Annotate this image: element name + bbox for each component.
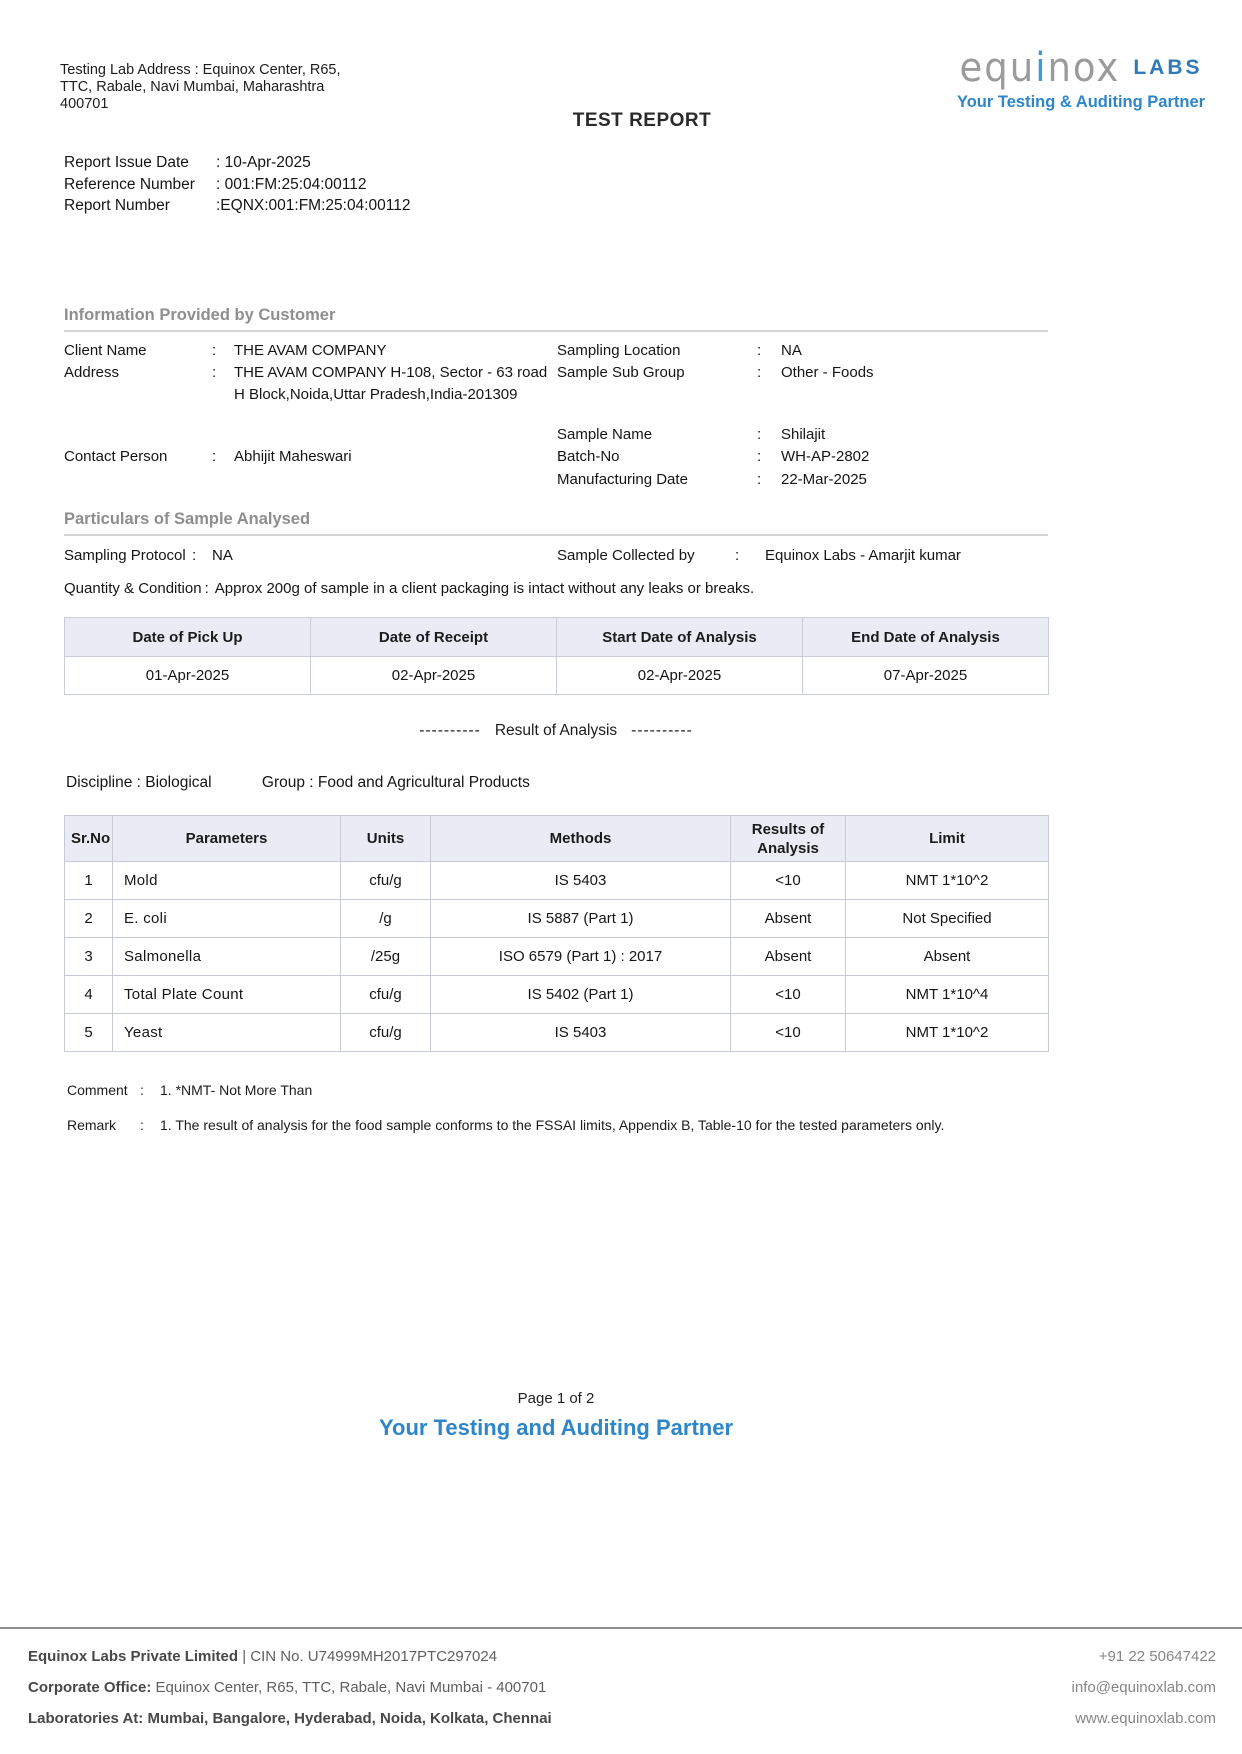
sampling-protocol-label: Sampling Protocol [64, 547, 186, 564]
corporate-office-value: Equinox Center, R65, TTC, Rabale, Navi Mumbai - 400701 [155, 1679, 547, 1696]
logo-blue-i: i [1035, 44, 1048, 91]
contact-person-row: Contact Person : Abhijit Maheswari [64, 446, 352, 468]
units-header: Units [341, 816, 431, 862]
result-cell: Absent [731, 938, 846, 976]
footer-divider [0, 1627, 1242, 1629]
sample-name-row: Sample Name : Shilajit [557, 424, 825, 446]
dates-header-row [65, 618, 1049, 657]
units-cell: cfu/g [341, 976, 431, 1014]
sample-collected-by-value: Equinox Labs - Amarjit kumar [765, 547, 961, 564]
sampling-protocol-row: Sampling Protocol : NA [64, 545, 233, 567]
company-line [28, 1648, 497, 1665]
report-number-row [64, 195, 410, 217]
discipline-text: Discipline : Biological [66, 774, 212, 791]
start-date-value: 02-Apr-2025 [557, 657, 803, 695]
result-cell: <10 [731, 1014, 846, 1052]
limit-cell: Absent [846, 938, 1049, 976]
limit-header: Limit [846, 816, 1049, 862]
logo-labs-text: LABS [1133, 55, 1203, 79]
srno-header: Sr.No [65, 816, 113, 862]
sample-sub-group-label: Sample Sub Group [557, 364, 685, 381]
units-cell: /25g [341, 938, 431, 976]
discipline-group-line [66, 774, 530, 792]
sampling-location-label: Sampling Location [557, 342, 681, 359]
reference-number-value: : 001:FM:25:04:00112 [216, 175, 367, 193]
batch-no-row: Batch-No : WH-AP-2802 [557, 446, 869, 468]
sample-sub-group-value: Other - Foods [781, 364, 874, 381]
report-number-value: :EQNX:001:FM:25:04:00112 [216, 197, 411, 214]
method-cell: IS 5402 (Part 1) [431, 976, 731, 1014]
report-meta-block [64, 152, 410, 217]
sample-collected-by-row: Sample Collected by : Equinox Labs - Amarjit kumar [557, 545, 961, 567]
company-cin: | CIN No. U74999MH2017PTC297024 [242, 1648, 498, 1665]
manufacturing-date-row: Manufacturing Date : 22-Mar-2025 [557, 469, 867, 491]
manufacturing-date-value: 22-Mar-2025 [781, 471, 867, 488]
customer-info-block [64, 338, 1048, 503]
parameter-cell: Salmonella [113, 938, 341, 976]
srno-cell: 2 [65, 900, 113, 938]
srno-cell: 5 [65, 1014, 113, 1052]
page-title: TEST REPORT [572, 110, 712, 131]
comment-label: Comment [67, 1082, 128, 1098]
remark-row: Remark : 1. The result of analysis for the food sample conforms to the FSSAI limits, Appendix B, Table-10 for the tested parameters only. [67, 1117, 945, 1133]
units-cell: cfu/g [341, 1014, 431, 1052]
result-of-analysis-heading [64, 722, 1048, 740]
contact-person-label: Contact Person [64, 448, 168, 465]
result-of-analysis-title: Result of Analysis [494, 722, 618, 739]
units-cell: /g [341, 900, 431, 938]
equinox-labs-logo [942, 46, 1220, 112]
parameter-cell: Mold [113, 862, 341, 900]
lab-address-line: 400701 [60, 96, 109, 112]
dates-value-row [65, 657, 1049, 695]
sample-sub-group-row: Sample Sub Group : Other - Foods [557, 362, 874, 384]
units-cell: cfu/g [341, 862, 431, 900]
particulars-heading: Particulars of Sample Analysed [64, 510, 311, 528]
method-cell: IS 5403 [431, 1014, 731, 1052]
group-text: Group : Food and Agricultural Products [261, 774, 530, 791]
method-cell: IS 5887 (Part 1) [431, 900, 731, 938]
dashes-left: ---------- [419, 722, 481, 739]
address-value: THE AVAM COMPANY H-108, Sector - 63 road H Block,Noida,Uttar Pradesh,India-201309 [234, 364, 548, 403]
footer-phone: +91 22 50647422 [1098, 1648, 1216, 1665]
logo-text: equinox [959, 44, 1121, 91]
report-issue-date-label: Report Issue Date [64, 154, 189, 171]
report-issue-date-row [64, 152, 410, 174]
testing-lab-address [60, 62, 370, 113]
method-cell: ISO 6579 (Part 1) : 2017 [431, 938, 731, 976]
corporate-office-label: Corporate Office: [28, 1679, 152, 1696]
batch-no-label: Batch-No [557, 448, 620, 465]
footer-email: info@equinoxlab.com [1071, 1679, 1216, 1696]
remark-text: 1. The result of analysis for the food sample conforms to the FSSAI limits, Appendix B, Table-10 for the tested parameters only. [160, 1117, 945, 1133]
contact-person-value: Abhijit Maheswari [234, 448, 352, 465]
client-name-value: THE AVAM COMPANY [234, 342, 387, 359]
logo-wordmark [942, 46, 1220, 89]
table-row [65, 1014, 1049, 1052]
parameters-header: Parameters [113, 816, 341, 862]
parameter-cell: Yeast [113, 1014, 341, 1052]
laboratories-label: Laboratories At: [28, 1710, 144, 1727]
comment-text: 1. *NMT- Not More Than [160, 1082, 313, 1098]
footer-website: www.equinoxlab.com [1075, 1710, 1216, 1727]
result-cell: <10 [731, 862, 846, 900]
manufacturing-date-label: Manufacturing Date [557, 471, 688, 488]
lab-address-line: TTC, Rabale, Navi Mumbai, Maharashtra [60, 79, 325, 95]
date-of-receipt-value: 02-Apr-2025 [311, 657, 557, 695]
sampling-protocol-value: NA [212, 547, 233, 564]
client-name-row: Client Name : THE AVAM COMPANY [64, 340, 387, 362]
company-name: Equinox Labs Private Limited [28, 1648, 239, 1665]
date-of-receipt-header: Date of Receipt [311, 618, 557, 657]
methods-header: Methods [431, 816, 731, 862]
limit-cell: NMT 1*10^2 [846, 862, 1049, 900]
date-of-pickup-value: 01-Apr-2025 [65, 657, 311, 695]
table-row [65, 938, 1049, 976]
table-row [65, 900, 1049, 938]
table-row [65, 976, 1049, 1014]
sample-name-value: Shilajit [781, 426, 826, 443]
laboratories-value: Mumbai, Bangalore, Hyderabad, Noida, Kolkata, Chennai [147, 1710, 552, 1727]
client-name-label: Client Name [64, 342, 147, 359]
parameter-cell: Total Plate Count [113, 976, 341, 1014]
reference-number-row [64, 174, 410, 196]
date-of-pickup-header: Date of Pick Up [65, 618, 311, 657]
comment-row: Comment : 1. *NMT- Not More Than [67, 1082, 313, 1098]
corporate-office-line [28, 1679, 546, 1696]
laboratories-line [28, 1710, 552, 1727]
method-cell: IS 5403 [431, 862, 731, 900]
start-date-header: Start Date of Analysis [557, 618, 803, 657]
address-label: Address [64, 364, 120, 381]
table-row [65, 862, 1049, 900]
result-cell: Absent [731, 900, 846, 938]
report-issue-date-value: : 10-Apr-2025 [216, 154, 311, 171]
limit-cell: NMT 1*10^4 [846, 976, 1049, 1014]
quantity-condition-row: Quantity & Condition : Approx 200g of sample in a client packaging is intact without any leaks or breaks. [64, 580, 755, 597]
lab-address-line: Testing Lab Address : Equinox Center, R65, [60, 62, 341, 78]
footer-tagline: Your Testing and Auditing Partner [378, 1415, 734, 1440]
address-row: Address : THE AVAM COMPANY H-108, Sector - 63 road H Block,Noida,Uttar Pradesh,India-201309 [64, 362, 552, 406]
quantity-condition-label: Quantity & Condition [64, 580, 202, 597]
logo-tagline: Your Testing & Auditing Partner [956, 93, 1206, 111]
end-date-value: 07-Apr-2025 [803, 657, 1049, 695]
page-indicator: Page 1 of 2 [517, 1390, 595, 1407]
quantity-condition-value: Approx 200g of sample in a client packaging is intact without any leaks or breaks. [214, 580, 755, 597]
sample-dates-table [64, 617, 1049, 695]
dashes-right: ---------- [631, 722, 693, 739]
srno-cell: 4 [65, 976, 113, 1014]
report-number-label: Report Number [64, 197, 170, 214]
srno-cell: 1 [65, 862, 113, 900]
section-divider [64, 330, 1048, 332]
batch-no-value: WH-AP-2802 [781, 448, 870, 465]
result-cell: <10 [731, 976, 846, 1014]
srno-cell: 3 [65, 938, 113, 976]
sampling-location-row: Sampling Location : NA [557, 340, 802, 362]
end-date-header: End Date of Analysis [803, 618, 1049, 657]
limit-cell: Not Specified [846, 900, 1049, 938]
section-divider [64, 534, 1048, 536]
limit-cell: NMT 1*10^2 [846, 1014, 1049, 1052]
remark-label: Remark [67, 1117, 117, 1133]
customer-info-heading: Information Provided by Customer [64, 306, 336, 324]
sample-name-label: Sample Name [557, 426, 653, 443]
results-of-analysis-header: Results of Analysis [731, 816, 846, 862]
results-header-row [65, 816, 1049, 862]
sampling-location-value: NA [781, 342, 802, 359]
results-table [64, 815, 1049, 1052]
parameter-cell: E. coli [113, 900, 341, 938]
reference-number-label: Reference Number [64, 175, 195, 193]
sample-collected-by-label: Sample Collected by [557, 547, 695, 564]
